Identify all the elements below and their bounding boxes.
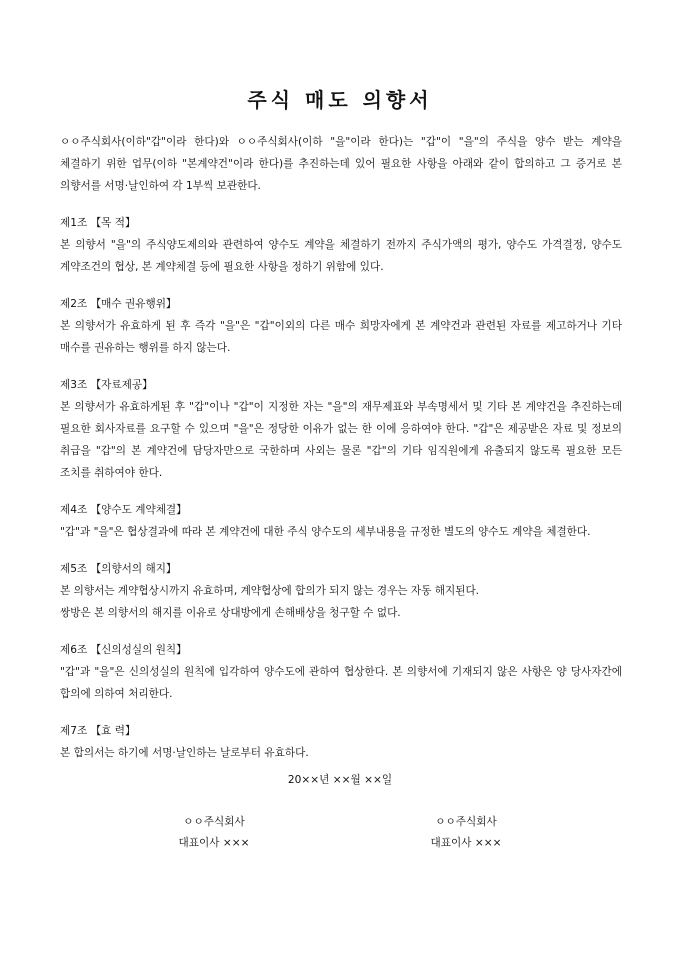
article-heading: 제6조 【신의성실의 원칙】 (60, 644, 187, 656)
article-3 (60, 374, 622, 484)
article-body: 본 합의서는 하기에 서명·날인하는 날로부터 유효하다. (60, 747, 309, 759)
article-heading: 제5조 【의향서의 해지】 (60, 563, 177, 575)
article-body: "갑"과 "을"은 신의성실의 원칙에 입각하여 양수도에 관하여 협상한다. 본 의향서에 기재되지 않은 사항은 양 당사자간에 합의에 의하여 처리한다. (60, 666, 622, 700)
party-representative: 대표이사 ××× (430, 837, 502, 849)
document-body (60, 131, 622, 764)
article-heading: 제4조 【양수도 계약체결】 (60, 504, 187, 516)
signing-date: 20××년 ××월 ××일 (287, 774, 393, 786)
article-2 (60, 293, 622, 359)
party-representative: 대표이사 ××× (178, 837, 250, 849)
article-5 (60, 558, 622, 624)
article-body: 본 의향서가 유효하게된 후 "갑"이나 "갑"이 지정한 자는 "을"의 재무제표와 부속명세서 및 기타 본 계약건을 추진하는데 필요한 회사자료를 요구할 수 있으며 "을"은 정당한 이유가 없는 한 이에 응하여야 한다. "갑"은 제공받은 자료 및 정보의 취급을 "갑"의 본 계약건에 담당자만으로 국한하며 사외는 물론 "갑"의 기타 임직원에게 유출되지 않도록 필요한 모든 조치를 취하여야 한다. (60, 401, 622, 479)
document-title: 주식 매도 의향서 (247, 88, 433, 112)
article-heading: 제7조 【효 력】 (60, 725, 136, 737)
intro-paragraph: ㅇㅇ주식회사(이하"갑"이라 한다)와 ㅇㅇ주식회사(이하 "을"이라 한다)는 "갑"이 "을"의 주식을 양수 받는 계약을 체결하기 위한 업무(이하 "본계약건"이라 한다)를 추진하는데 있어 필요한 사항을 아래와 같이 합의하고 그 증거로 본 의향서를 서명·날인하여 각 1부씩 보관한다. (60, 136, 622, 192)
article-body: 본 의향서가 유효하게 된 후 즉각 "을"은 "갑"이외의 다른 매수 희망자에게 본 계약건과 관련된 자료를 제고하거나 기타 매수를 권유하는 행위를 하지 않는다. (60, 320, 622, 354)
signatory-party-2 (386, 812, 546, 854)
article-body: "갑"과 "을"은 협상결과에 따라 본 계약건에 대한 주식 양수도의 세부내용을 규정한 별도의 양수도 계약을 체결한다. (60, 526, 591, 538)
party-company: ㅇㅇ주식회사 (435, 816, 497, 828)
article-body: 본 의향서는 계약협상시까지 유효하며, 계약협상에 합의가 되지 않는 경우는 자동 해지된다. (60, 585, 480, 597)
article-4 (60, 499, 622, 543)
article-7 (60, 720, 622, 764)
article-heading: 제2조 【매수 권유행위】 (60, 298, 177, 310)
article-body: 본 의향서 "을"의 주식양도제의와 관련하여 양수도 계약을 체결하기 전까지 주식가액의 평가, 양수도 가격결정, 양수도 계약조건의 협상, 본 계약체결 등에 필요한 사항을 정하기 위함에 있다. (60, 239, 622, 273)
article-1 (60, 212, 622, 278)
article-6 (60, 639, 622, 705)
article-heading: 제3조 【자료제공】 (60, 379, 153, 391)
article-body-2: 쌍방은 본 의향서의 해지를 이유로 상대방에게 손해배상을 청구할 수 없다. (60, 607, 401, 619)
article-heading: 제1조 【목 적】 (60, 217, 136, 229)
party-company: ㅇㅇ주식회사 (183, 816, 245, 828)
signatory-party-1 (134, 812, 294, 854)
